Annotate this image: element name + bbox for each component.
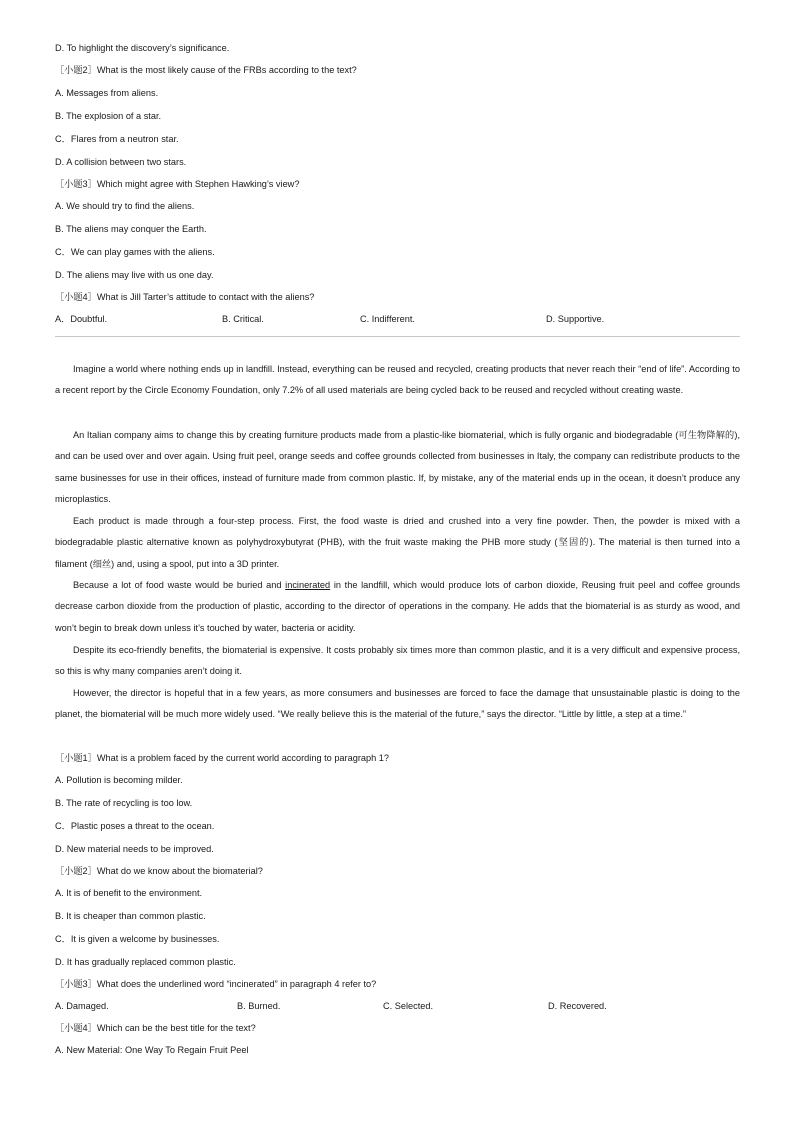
q2-option-b: B. The explosion of a star. (55, 111, 162, 121)
q4-option-c: C. Indifferent. (360, 314, 415, 324)
passage-paragraph-4: Because a lot of food waste would be buried and incinerated in the landfill, which would produce lots of carbon dioxide, Reusing fruit peel and coffee grounds decrease carbon dioxide from the production of plastic, according to the director of operations in the company. He adds that the biomaterial is as sturdy as wood, and won’t begin to break down unless it’s touched by water, bacteria or acidity. (55, 580, 740, 633)
q3-option-b: B. The aliens may conquer the Earth. (55, 224, 207, 234)
p2-q1-option-d: D. New material needs to be improved. (55, 844, 214, 854)
p2-q3-option-c: C. Selected. (383, 1001, 434, 1011)
p2-q3-option-a: A. Damaged. (55, 1001, 109, 1011)
passage-paragraph-1: Imagine a world where nothing ends up in landfill. Instead, everything can be reused and recycled, creating products that never reach their “end of life”. According to a recent report by the Circle Economy Foundation, only 7.2% of all used materials are being cycled back to be reused and recycled without creating waste. (55, 364, 740, 396)
q3-option-d: D. The aliens may live with us one day. (55, 270, 214, 280)
q4-option-b: B. Critical. (222, 314, 264, 324)
q1-option-d: D. To highlight the discovery’s significance. (55, 43, 230, 53)
question-2-stem: ［小题2］What is the most likely cause of the FRBs according to the text? (55, 65, 357, 75)
q4-option-a: A．Doubtful. (55, 314, 108, 324)
passage-paragraph-3: Each product is made through a four-step process. First, the food waste is dried and crushed into a very fine powder. Then, the powder is mixed with a biodegradable plastic alternative known as polyhydroxybutyrat (PHB), with the fruit waste making the PHB more study (坚固的). The material is then turned into a filament (细丝) and, using a spool, put into a 3D printer. (55, 516, 740, 569)
underlined-word-incinerated: incinerated (285, 580, 331, 590)
p2-q2-option-b: B. It is cheaper than common plastic. (55, 911, 206, 921)
p2-question-2-stem: ［小题2］What do we know about the biomaterial? (55, 866, 263, 876)
p2-q1-option-a: A. Pollution is becoming milder. (55, 775, 183, 785)
p2-question-4-stem: ［小题4］Which can be the best title for the text? (55, 1023, 256, 1033)
q3-option-c: C．We can play games with the aliens. (55, 247, 215, 257)
p2-q2-option-d: D. It has gradually replaced common plastic. (55, 957, 236, 967)
p2-q1-option-c: C．Plastic poses a threat to the ocean. (55, 821, 215, 831)
passage-paragraph-5: Despite its eco-friendly benefits, the biomaterial is expensive. It costs probably six times more than common plastic, and it is a very difficult and expensive process, so this is why many companies aren’t doing it. (55, 645, 740, 677)
p2-q2-option-c: C．It is given a welcome by businesses. (55, 934, 220, 944)
question-4-stem: ［小题4］What is Jill Tarter’s attitude to contact with the aliens? (55, 292, 315, 302)
p2-q4-option-a: A. New Material: One Way To Regain Fruit Peel (55, 1045, 249, 1055)
q2-option-c: C．Flares from a neutron star. (55, 134, 179, 144)
section-divider (55, 336, 740, 337)
p2-q1-option-b: B. The rate of recycling is too low. (55, 798, 193, 808)
passage-paragraph-6: However, the director is hopeful that in a few years, as more consumers and businesses are forced to face the damage that unsustainable plastic is doing to the planet, the biomaterial will be much more widely used. “We really believe this is the material of the future,” says the director. “Little by little, a step at a time.” (55, 688, 740, 720)
q4-option-d: D. Supportive. (546, 314, 605, 324)
question-1-stem: ［小题1］What is a problem faced by the current world according to paragraph 1? (55, 753, 389, 763)
p2-q2-option-a: A. It is of benefit to the environment. (55, 888, 203, 898)
p2-q3-option-d: D. Recovered. (548, 1001, 607, 1011)
p2-q3-option-b: B. Burned. (237, 1001, 281, 1011)
passage-paragraph-2: An Italian company aims to change this by creating furniture products made from a plastic-like biomaterial, which is fully organic and biodegradable (可生物降解的), and can be used over and over again. Using fruit peel, orange seeds and coffee grounds collected from businesses in Italy, the company can redistribute products to the same businesses for use in their offices, instead of furniture made from common plastic. If, by mistake, any of the material ends up in the ocean, it doesn’t produce any microplastics. (55, 430, 740, 505)
q3-option-a: A. We should try to find the aliens. (55, 201, 195, 211)
p2-question-3-stem: ［小题3］What does the underlined word “incinerated” in paragraph 4 refer to? (55, 979, 377, 989)
q2-option-d: D. A collision between two stars. (55, 157, 187, 167)
question-3-stem: ［小题3］Which might agree with Stephen Hawking’s view? (55, 179, 300, 189)
q2-option-a: A. Messages from aliens. (55, 88, 159, 98)
